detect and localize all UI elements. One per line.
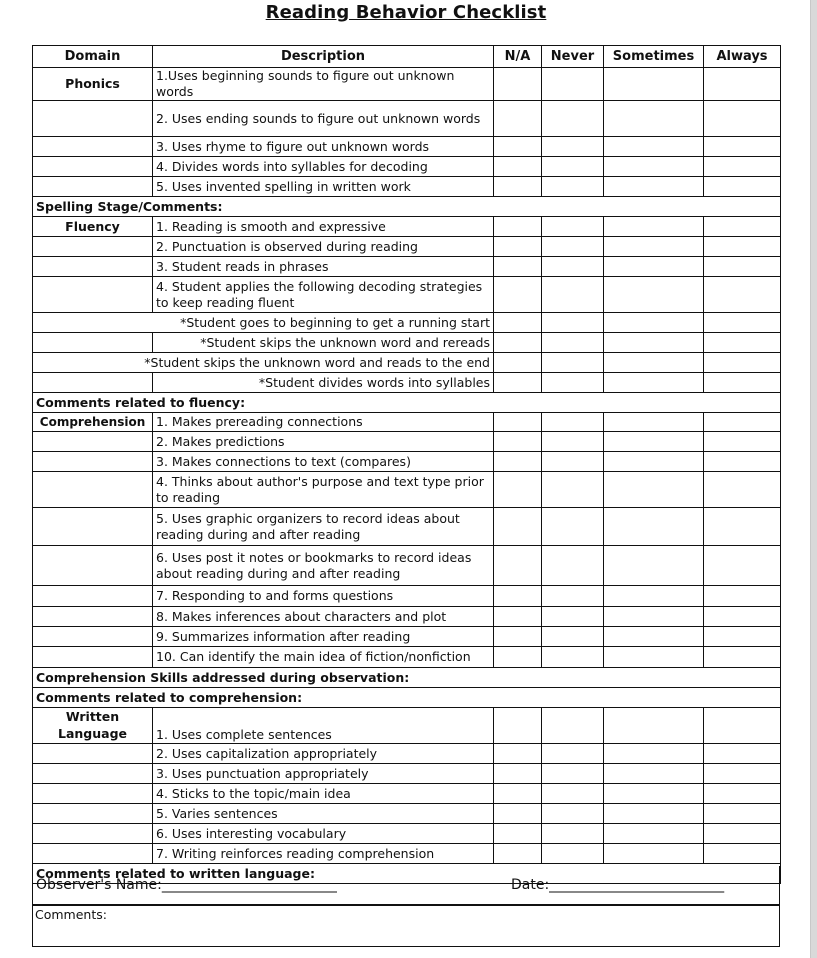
domain-cell [33,844,153,864]
domain-cell [33,177,153,197]
domain-cell [33,257,153,277]
cell-sometimes[interactable] [604,353,704,373]
cell-na[interactable] [494,333,542,353]
cell-always[interactable] [704,237,781,257]
cell-always[interactable] [704,546,781,586]
section-row [33,197,781,217]
comments-box[interactable] [32,905,780,947]
date-field[interactable]: Date:_________________________ [511,877,725,893]
table-row [33,708,781,744]
cell-always[interactable] [704,824,781,844]
domain-cell [33,647,153,668]
cell-always[interactable] [704,432,781,452]
cell-sometimes[interactable] [604,508,704,546]
domain-cell [33,627,153,647]
cell-sometimes[interactable] [604,68,704,101]
table-row [33,257,781,277]
table-row [33,217,781,237]
cell-na[interactable] [494,764,542,784]
cell-never[interactable] [542,744,604,764]
domain-cell [33,586,153,607]
cell-na[interactable] [494,546,542,586]
cell-never[interactable] [542,277,604,313]
table-row [33,413,781,432]
cell-never[interactable] [542,373,604,393]
item-description: *Student divides words into syllables [153,373,494,393]
cell-na[interactable] [494,137,542,157]
header-sometimes: Sometimes [604,46,704,68]
item-description: 5. Varies sentences [153,804,494,824]
cell-never[interactable] [542,313,604,333]
item-description: 1. Reading is smooth and expressive [153,217,494,237]
section-row [33,688,781,708]
cell-na[interactable] [494,452,542,472]
cell-na[interactable] [494,784,542,804]
domain-cell [33,101,153,137]
cell-na[interactable] [494,277,542,313]
item-description: 4. Sticks to the topic/main idea [153,784,494,804]
table-row [33,101,781,137]
cell-sometimes[interactable] [604,627,704,647]
domain-comprehension: Comprehension [33,413,153,432]
cell-na[interactable] [494,157,542,177]
cell-sometimes[interactable] [604,744,704,764]
cell-always[interactable] [704,784,781,804]
cell-never[interactable] [542,353,604,373]
item-description: *Student goes to beginning to get a running start [33,313,494,333]
cell-never[interactable] [542,413,604,432]
cell-sometimes[interactable] [604,101,704,137]
cell-sometimes[interactable] [604,844,704,864]
cell-na[interactable] [494,101,542,137]
cell-always[interactable] [704,177,781,197]
cell-na[interactable] [494,627,542,647]
cell-never[interactable] [542,472,604,508]
scrollbar[interactable] [810,0,817,958]
cell-never[interactable] [542,333,604,353]
cell-na[interactable] [494,472,542,508]
item-description: *Student skips the unknown word and reads to the end [33,353,494,373]
table-row [33,472,781,508]
observer-row [32,866,780,906]
domain-written-language: Written Language [33,708,153,744]
cell-always[interactable] [704,744,781,764]
item-description: 2. Punctuation is observed during reading [153,237,494,257]
cell-sometimes[interactable] [604,333,704,353]
cell-always[interactable] [704,452,781,472]
item-description: 6. Uses post it notes or bookmarks to record ideas about reading during and after reading [153,546,494,586]
cell-always[interactable] [704,137,781,157]
section-row [33,668,781,688]
cell-na[interactable] [494,824,542,844]
cell-never[interactable] [542,237,604,257]
cell-never[interactable] [542,627,604,647]
cell-never[interactable] [542,217,604,237]
cell-na[interactable] [494,313,542,333]
domain-cell [33,764,153,784]
item-description: 1. Uses complete sentences [153,708,494,744]
item-description: 4. Thinks about author's purpose and text type prior to reading [153,472,494,508]
domain-phonics: Phonics [33,68,153,101]
page-title: Reading Behavior Checklist [265,2,547,23]
cell-sometimes[interactable] [604,708,704,744]
header-description: Description [153,46,494,68]
table-row [33,237,781,257]
cell-always[interactable] [704,627,781,647]
cell-sometimes[interactable] [604,313,704,333]
item-description: 2. Uses ending sounds to figure out unknown words [153,101,494,137]
domain-cell [33,452,153,472]
header-na: N/A [494,46,542,68]
domain-cell [33,546,153,586]
section-row [33,393,781,413]
checklist-table [32,45,781,884]
cell-never[interactable] [542,764,604,784]
cell-na[interactable] [494,708,542,744]
item-description: 4. Student applies the following decoding strategies to keep reading fluent [153,277,494,313]
cell-never[interactable] [542,708,604,744]
cell-always[interactable] [704,353,781,373]
cell-na[interactable] [494,508,542,546]
observer-name-field[interactable]: Observer's Name:_________________________ [36,877,337,893]
cell-sometimes[interactable] [604,237,704,257]
item-description: 8. Makes inferences about characters and plot [153,607,494,627]
domain-cell [33,744,153,764]
cell-always[interactable] [704,101,781,137]
cell-never[interactable] [542,844,604,864]
cell-always[interactable] [704,647,781,668]
comprehension-skills[interactable]: Comprehension Skills addressed during observation: [33,668,781,688]
cell-never[interactable] [542,157,604,177]
cell-na[interactable] [494,744,542,764]
item-description: 3. Uses punctuation appropriately [153,764,494,784]
written-language-comments[interactable]: Comments related to written language: [33,864,781,884]
table-row [33,137,781,157]
cell-sometimes[interactable] [604,452,704,472]
table-row [33,277,781,313]
table-row [33,432,781,452]
table-row [33,452,781,472]
table-row [33,784,781,804]
domain-cell [33,508,153,546]
cell-always[interactable] [704,217,781,237]
table-row [33,157,781,177]
cell-na[interactable] [494,68,542,101]
cell-na[interactable] [494,432,542,452]
table-row [33,68,781,101]
cell-never[interactable] [542,784,604,804]
cell-always[interactable] [704,804,781,824]
item-description: *Student skips the unknown word and rereads [153,333,494,353]
cell-na[interactable] [494,586,542,607]
cell-sometimes[interactable] [604,137,704,157]
cell-sometimes[interactable] [604,804,704,824]
cell-sometimes[interactable] [604,607,704,627]
cell-na[interactable] [494,607,542,627]
item-description: 7. Responding to and forms questions [153,586,494,607]
fluency-comments[interactable]: Comments related to fluency: [33,393,781,413]
domain-cell [33,137,153,157]
item-description: 5. Uses invented spelling in written work [153,177,494,197]
cell-always[interactable] [704,586,781,607]
item-description: 2. Makes predictions [153,432,494,452]
cell-never[interactable] [542,824,604,844]
cell-na[interactable] [494,804,542,824]
cell-always[interactable] [704,413,781,432]
cell-sometimes[interactable] [604,257,704,277]
domain-cell [33,157,153,177]
cell-sometimes[interactable] [604,432,704,452]
cell-never[interactable] [542,546,604,586]
cell-never[interactable] [542,586,604,607]
cell-always[interactable] [704,333,781,353]
header-row [33,46,781,68]
cell-always[interactable] [704,508,781,546]
cell-always[interactable] [704,844,781,864]
cell-sometimes[interactable] [604,586,704,607]
domain-cell [33,237,153,257]
cell-never[interactable] [542,804,604,824]
cell-na[interactable] [494,647,542,668]
cell-always[interactable] [704,68,781,101]
table-row [33,844,781,864]
cell-always[interactable] [704,277,781,313]
table-row [33,313,781,333]
cell-na[interactable] [494,413,542,432]
item-description: 10. Can identify the main idea of fiction/nonfiction [153,647,494,668]
cell-sometimes[interactable] [604,277,704,313]
table-row [33,177,781,197]
cell-always[interactable] [704,157,781,177]
cell-always[interactable] [704,257,781,277]
cell-sometimes[interactable] [604,647,704,668]
domain-cell [33,607,153,627]
table-row [33,647,781,668]
table-row [33,373,781,393]
cell-never[interactable] [542,508,604,546]
cell-sometimes[interactable] [604,217,704,237]
cell-sometimes[interactable] [604,373,704,393]
table-row [33,764,781,784]
domain-cell [33,277,153,313]
item-description: 1. Makes prereading connections [153,413,494,432]
item-description: 3. Makes connections to text (compares) [153,452,494,472]
cell-always[interactable] [704,607,781,627]
table-row [33,546,781,586]
spelling-stage-comments[interactable]: Spelling Stage/Comments: [33,197,781,217]
table-row [33,744,781,764]
table-row [33,353,781,373]
domain-fluency: Fluency [33,217,153,237]
item-description: 6. Uses interesting vocabulary [153,824,494,844]
cell-na[interactable] [494,237,542,257]
cell-na[interactable] [494,217,542,237]
cell-never[interactable] [542,101,604,137]
cell-always[interactable] [704,313,781,333]
cell-never[interactable] [542,177,604,197]
table-row [33,508,781,546]
header-always: Always [704,46,781,68]
cell-never[interactable] [542,647,604,668]
cell-always[interactable] [704,472,781,508]
domain-cell [33,804,153,824]
cell-never[interactable] [542,432,604,452]
table-row [33,627,781,647]
item-description: 3. Uses rhyme to figure out unknown words [153,137,494,157]
cell-never[interactable] [542,257,604,277]
item-description: 7. Writing reinforces reading comprehension [153,844,494,864]
item-description: 2. Uses capitalization appropriately [153,744,494,764]
table-row [33,586,781,607]
cell-sometimes[interactable] [604,784,704,804]
table-row [33,333,781,353]
item-description: 4. Divides words into syllables for decoding [153,157,494,177]
table-row [33,804,781,824]
item-description: 1.Uses beginning sounds to figure out unknown words [153,68,494,101]
cell-na[interactable] [494,177,542,197]
domain-cell [33,784,153,804]
cell-sometimes[interactable] [604,413,704,432]
table-row [33,824,781,844]
cell-sometimes[interactable] [604,764,704,784]
comprehension-comments[interactable]: Comments related to comprehension: [33,688,781,708]
cell-na[interactable] [494,257,542,277]
cell-na[interactable] [494,373,542,393]
item-description: 9. Summarizes information after reading [153,627,494,647]
cell-always[interactable] [704,373,781,393]
cell-never[interactable] [542,137,604,157]
cell-never[interactable] [542,68,604,101]
domain-cell [33,824,153,844]
cell-sometimes[interactable] [604,157,704,177]
cell-never[interactable] [542,452,604,472]
domain-cell [33,333,153,353]
cell-always[interactable] [704,708,781,744]
header-domain: Domain [33,46,153,68]
comments-label: Comments: [35,907,107,922]
cell-sometimes[interactable] [604,472,704,508]
cell-sometimes[interactable] [604,177,704,197]
domain-cell [33,373,153,393]
cell-sometimes[interactable] [604,824,704,844]
cell-never[interactable] [542,607,604,627]
cell-na[interactable] [494,353,542,373]
item-description: 5. Uses graphic organizers to record ideas about reading during and after reading [153,508,494,546]
header-never: Never [542,46,604,68]
table-row [33,607,781,627]
cell-na[interactable] [494,844,542,864]
item-description: 3. Student reads in phrases [153,257,494,277]
domain-cell [33,472,153,508]
cell-sometimes[interactable] [604,546,704,586]
cell-always[interactable] [704,764,781,784]
domain-cell [33,432,153,452]
